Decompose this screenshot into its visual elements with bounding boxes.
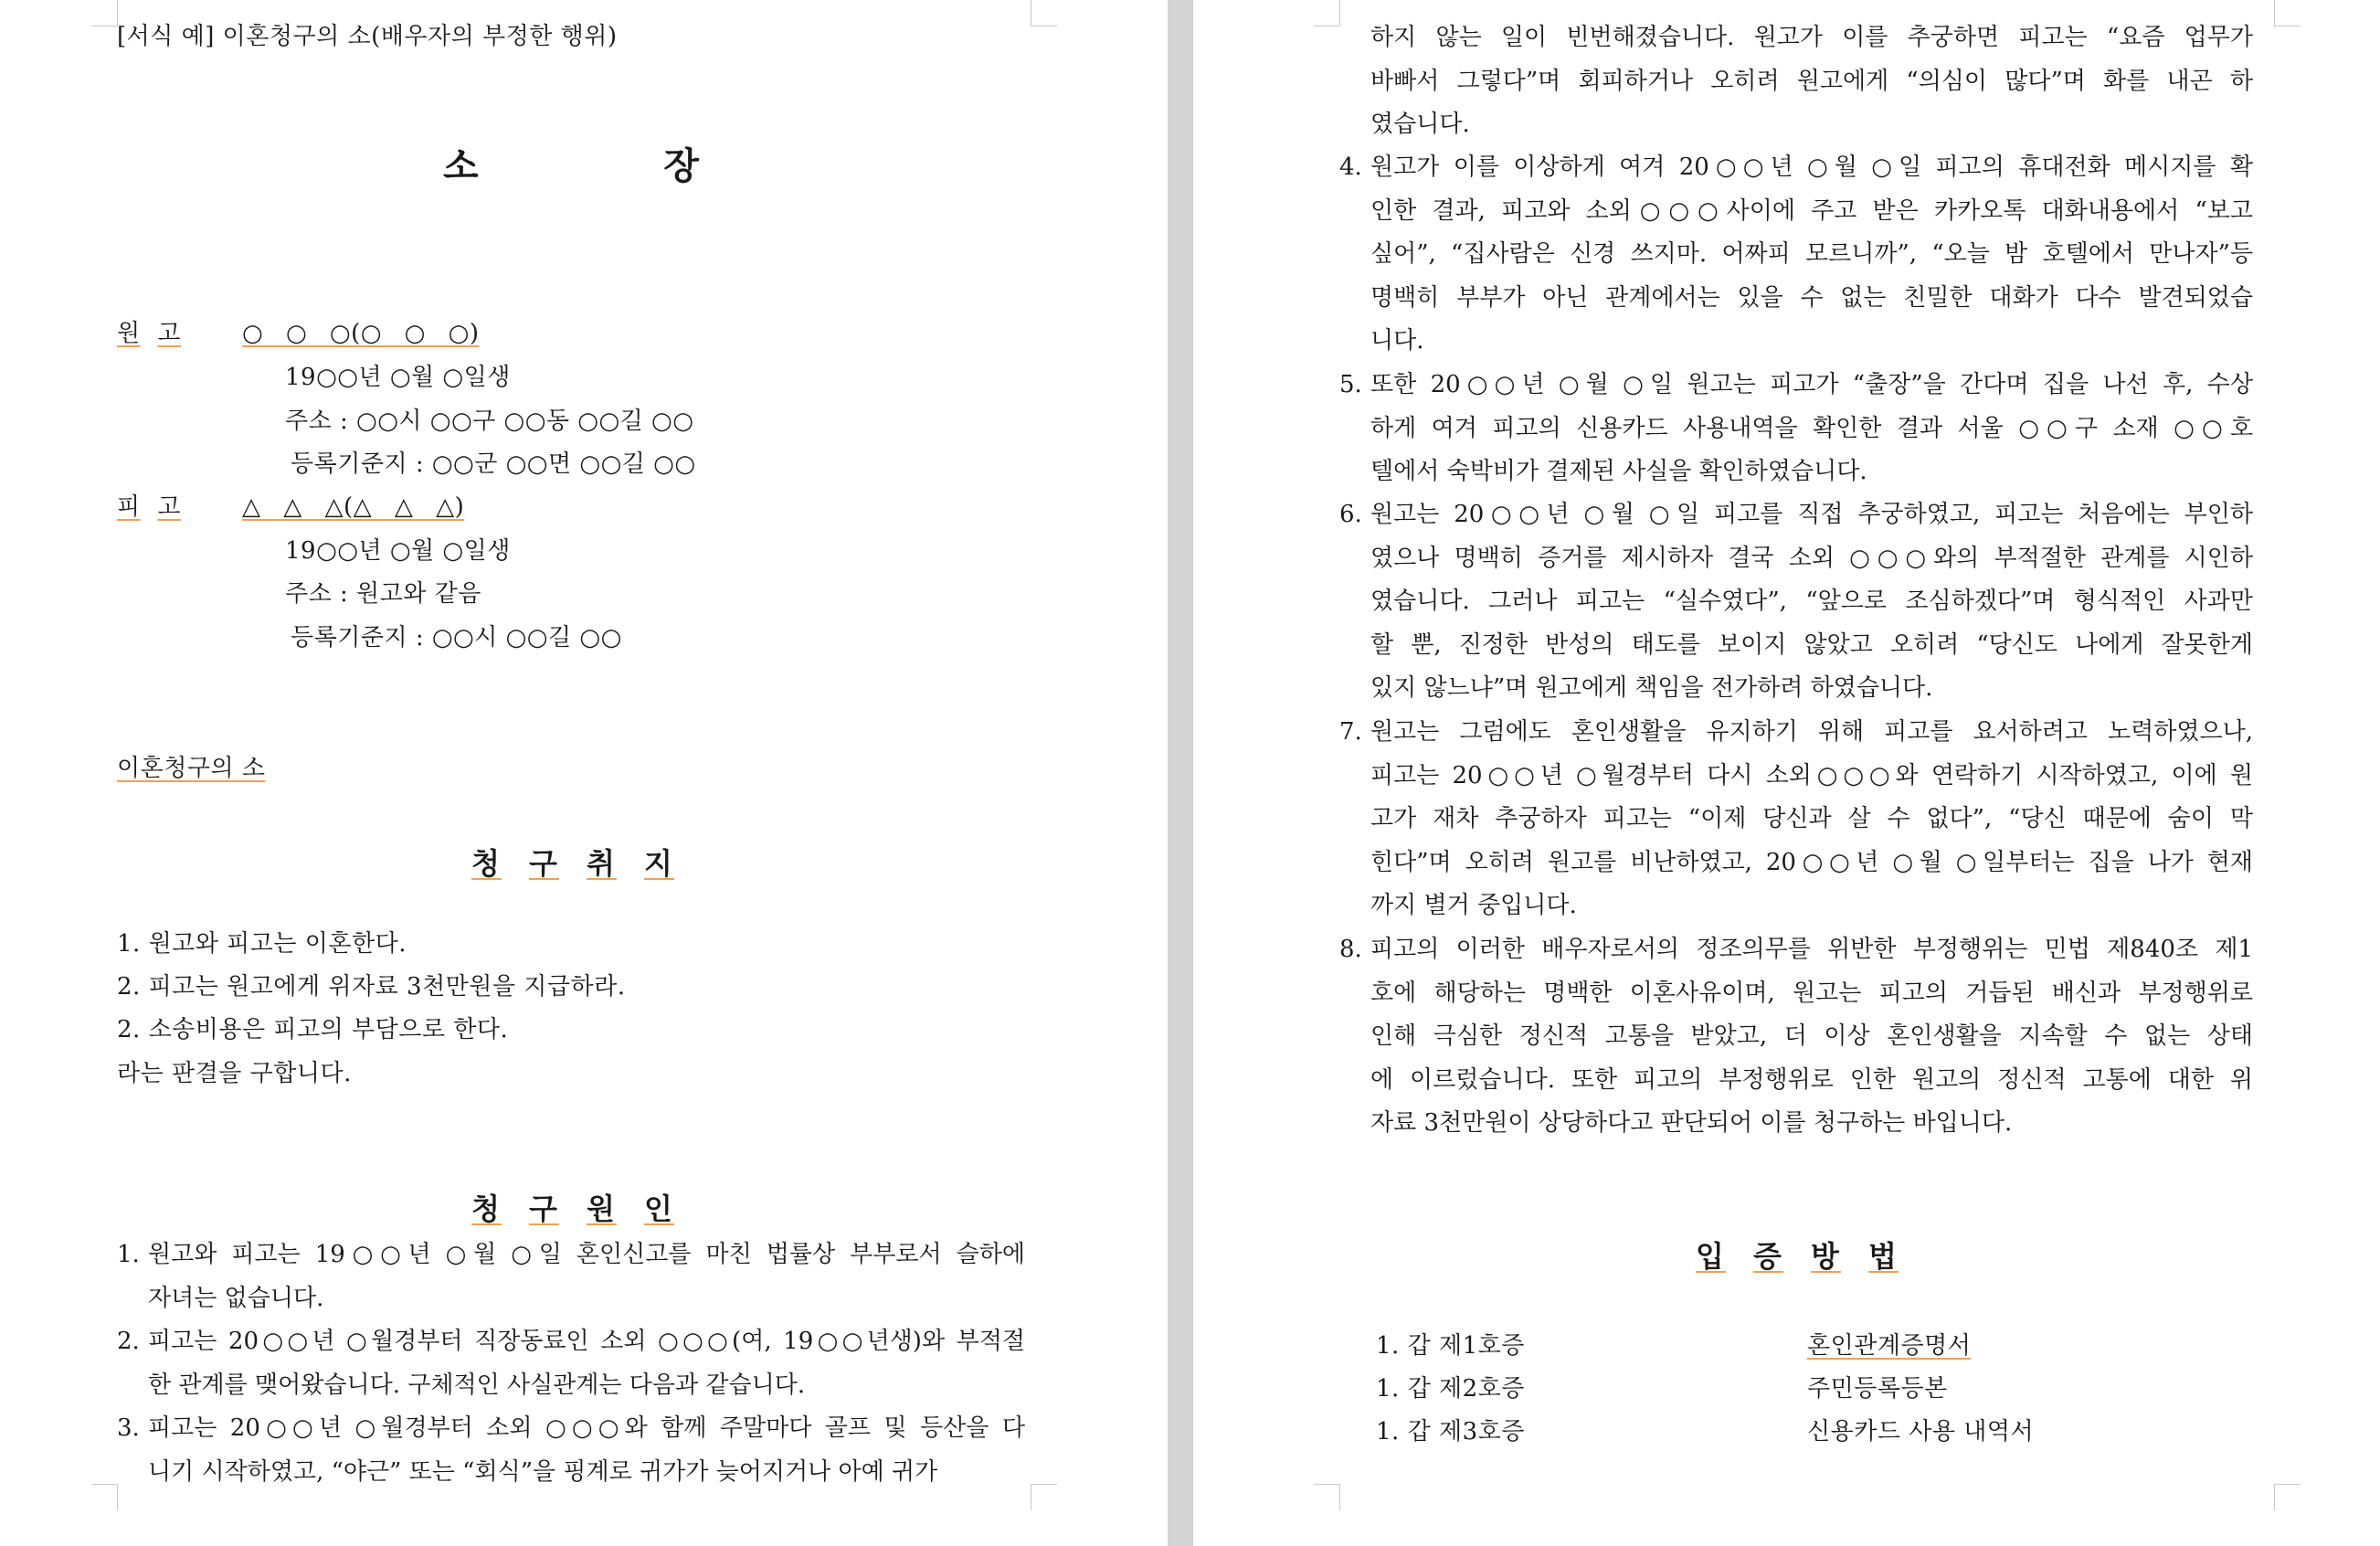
cause-line: 할 뿐, 진정한 반성의 태도를 보이지 않았고 오히려 “당신도 나에게 잘못한게 xyxy=(1370,630,2253,659)
cause-line: 하지 않는 일이 빈번해졌습니다. 원고가 이를 추궁하면 피고는 “요즘 업무가 xyxy=(1370,24,2253,51)
cause-line: 자녀는 없습니다. xyxy=(148,1284,324,1312)
cause-line: 원고는 그럼에도 혼인생활을 유지하기 위해 피고를 요서하려고 노력하였으나, xyxy=(1370,718,2253,746)
plaintiff-address: 주소 : ○○시 ○○구 ○○동 ○○길 ○○ xyxy=(285,408,694,435)
cause-line: 원고가 이를 이상하게 여겨 20○○년 ○월 ○일 피고의 휴대전화 메시지를 확 xyxy=(1370,154,2253,181)
plaintiff-birth: 19○○년 ○월 ○일생 xyxy=(285,364,511,391)
claim-cause-title: 청 구 원 인 xyxy=(471,1191,674,1226)
defendant-birth: 19○○년 ○월 ○일생 xyxy=(285,537,511,565)
evidence-doc: 신용카드 사용 내역서 xyxy=(1807,1418,2035,1445)
cause-line: 였습니다. 그러나 피고는 “실수였다”, “앞으로 조심하겠다”며 형식적인 사과만 xyxy=(1370,588,2253,615)
cause-paragraph xyxy=(1370,711,2253,928)
defendant-address: 주소 : 원고와 같음 xyxy=(285,580,481,608)
defendant-name: △ △ △(△ △ △) xyxy=(242,493,465,521)
document-page-right xyxy=(1193,0,2380,1546)
corner-mark xyxy=(1314,1484,1340,1510)
defendant-registry: 등록기준지 : ○○시 ○○길 ○○ xyxy=(291,624,622,651)
claim-purpose-title: 청 구 취 지 xyxy=(471,846,674,881)
cause-paragraph xyxy=(1370,493,2253,711)
cause-line: 피고는 20○○년 ○월경부터 다시 소외○○○와 연락하기 시작하였고, 이에 원 xyxy=(1370,761,2253,789)
evidence-label: 1. 갑 제2호증 xyxy=(1376,1375,1525,1403)
cause-line: 텔에서 숙박비가 결제된 사실을 확인하였습니다. xyxy=(1370,458,1867,485)
cause-paragraph xyxy=(1370,928,2253,1146)
evidence-title: 입 증 방 법 xyxy=(1696,1239,1899,1274)
cause-number: 7. xyxy=(1339,718,1362,746)
cause-paragraph xyxy=(148,1407,1025,1494)
cause-line: 바빠서 그렇다”며 회피하거나 오히려 원고에게 “의심이 많다”며 화를 내곤 하 xyxy=(1370,67,2253,95)
form-title: [서식 예] 이혼청구의 소(배우자의 부정한 행위) xyxy=(117,23,618,50)
doc-title: 소 장 xyxy=(443,144,699,187)
cause-line: 원고는 20○○년 ○월 ○일 피고를 직접 추궁하였고, 피고는 처음에는 부인하 xyxy=(1370,501,2253,528)
cause-line: 자료 3천만원이 상당하다고 판단되어 이를 청구하는 바입니다. xyxy=(1370,1109,2013,1137)
case-name: 이혼청구의 소 xyxy=(117,755,266,782)
corner-mark xyxy=(1314,0,1340,26)
claim-item: 2. 피고는 원고에게 위자료 3천만원을 지급하라. xyxy=(117,973,626,1001)
cause-line: 에 이르렀습니다. 또한 피고의 부정행위로 인한 원고의 정신적 고통에 대한 위 xyxy=(1370,1065,2253,1094)
cause-line: 호에 해당하는 명백한 이혼사유이며, 원고는 피고의 거듭된 배신과 부정행위로 xyxy=(1370,979,2253,1007)
page-gutter xyxy=(1168,0,1193,1546)
cause-line: 니다. xyxy=(1370,327,1424,355)
cause-number: 2. xyxy=(117,1328,140,1355)
cause-line: 피고의 이러한 배우자로서의 정조의무를 위반한 부정행위는 민법 제840조 제1 xyxy=(1370,936,2253,963)
document-page-left xyxy=(0,0,1168,1546)
corner-mark xyxy=(2274,0,2301,26)
cause-line: 고가 재차 추궁하자 피고는 “이제 당신과 살 수 없다”, “당신 때문에 숨이 막 xyxy=(1370,805,2253,832)
plaintiff-label: 원 고 xyxy=(117,320,181,347)
corner-mark xyxy=(91,0,118,26)
cause-line: 힌다”며 오히려 원고를 비난하였고, 20○○년 ○월 ○일부터는 집을 나가 현재 xyxy=(1370,848,2253,876)
cause-line: 니기 시작하였고, “야근” 또는 “회식”을 핑계로 귀가가 늦어지거나 아예 귀가 xyxy=(148,1457,938,1486)
cause-line: 있지 않느냐”며 원고에게 책임을 전가하려 하였습니다. xyxy=(1370,674,1933,702)
claim-item: 2. 소송비용은 피고의 부담으로 한다. xyxy=(117,1016,509,1043)
plaintiff-registry: 등록기준지 : ○○군 ○○면 ○○길 ○○ xyxy=(291,450,696,478)
cause-continuation xyxy=(1370,16,2253,147)
corner-mark xyxy=(91,1484,118,1510)
cause-line: 였습니다. xyxy=(1370,111,1470,138)
cause-number: 6. xyxy=(1339,501,1362,528)
evidence-label: 1. 갑 제1호증 xyxy=(1376,1332,1525,1360)
claim-conclusion: 라는 판결을 구합니다. xyxy=(117,1060,352,1087)
evidence-doc: 혼인관계증명서 xyxy=(1807,1332,1972,1360)
cause-line: 피고는 20○○년 ○월경부터 직장동료인 소외 ○○○(여, 19○○년생)와 부적절 xyxy=(148,1328,1025,1355)
cause-line: 한 관계를 맺어왔습니다. 구체적인 사실관계는 다음과 같습니다. xyxy=(148,1371,806,1399)
cause-paragraph xyxy=(1370,146,2253,364)
plaintiff-name: ○ ○ ○(○ ○ ○) xyxy=(242,320,480,347)
cause-line: 였으나 명백히 증거를 제시하자 결국 소외 ○○○와의 부적절한 관계를 시인하 xyxy=(1370,544,2253,572)
cause-line: 명백히 부부가 아닌 관계에서는 있을 수 없는 친밀한 대화가 다수 발견되었습 xyxy=(1370,283,2253,312)
cause-paragraph xyxy=(148,1234,1025,1320)
cause-line: 또한 20○○년 ○월 ○일 원고는 피고가 “출장”을 간다며 집을 나선 후, 수상 xyxy=(1370,371,2253,398)
cause-line: 원고와 피고는 19○○년 ○월 ○일 혼인신고를 마친 법률상 부부로서 슬하에 xyxy=(148,1241,1025,1268)
corner-mark xyxy=(2274,1484,2301,1510)
cause-line: 하게 여겨 피고의 신용카드 사용내역을 확인한 결과 서울 ○○구 소재 ○○호 xyxy=(1370,414,2253,442)
evidence-doc: 주민등록등본 xyxy=(1807,1375,1948,1403)
cause-line: 싶어”, “집사람은 신경 쓰지마. 어짜피 모르니까”, “오늘 밤 호텔에서 만나자”등 xyxy=(1370,240,2253,268)
cause-number: 3. xyxy=(117,1414,140,1442)
cause-number: 1. xyxy=(117,1241,140,1268)
cause-number: 8. xyxy=(1339,936,1362,963)
cause-number: 4. xyxy=(1339,154,1362,181)
cause-line: 인해 극심한 정신적 고통을 받았고, 더 이상 혼인생활을 지속할 수 없는 상태 xyxy=(1370,1022,2253,1050)
defendant-label: 피 고 xyxy=(117,493,181,521)
corner-mark xyxy=(1031,0,1057,26)
evidence-label: 1. 갑 제3호증 xyxy=(1376,1418,1525,1445)
cause-number: 5. xyxy=(1339,371,1362,398)
cause-line: 까지 별거 중입니다. xyxy=(1370,892,1577,919)
cause-line: 인한 결과, 피고와 소외○○○사이에 주고 받은 카카오톡 대화내용에서 “보고 xyxy=(1370,196,2253,225)
claim-item: 1. 원고와 피고는 이혼한다. xyxy=(117,930,407,958)
cause-paragraph xyxy=(1370,364,2253,494)
cause-paragraph xyxy=(148,1320,1025,1407)
cause-line: 피고는 20○○년 ○월경부터 소외 ○○○와 함께 주말마다 골프 및 등산을 다 xyxy=(148,1414,1025,1442)
corner-mark xyxy=(1031,1484,1057,1510)
